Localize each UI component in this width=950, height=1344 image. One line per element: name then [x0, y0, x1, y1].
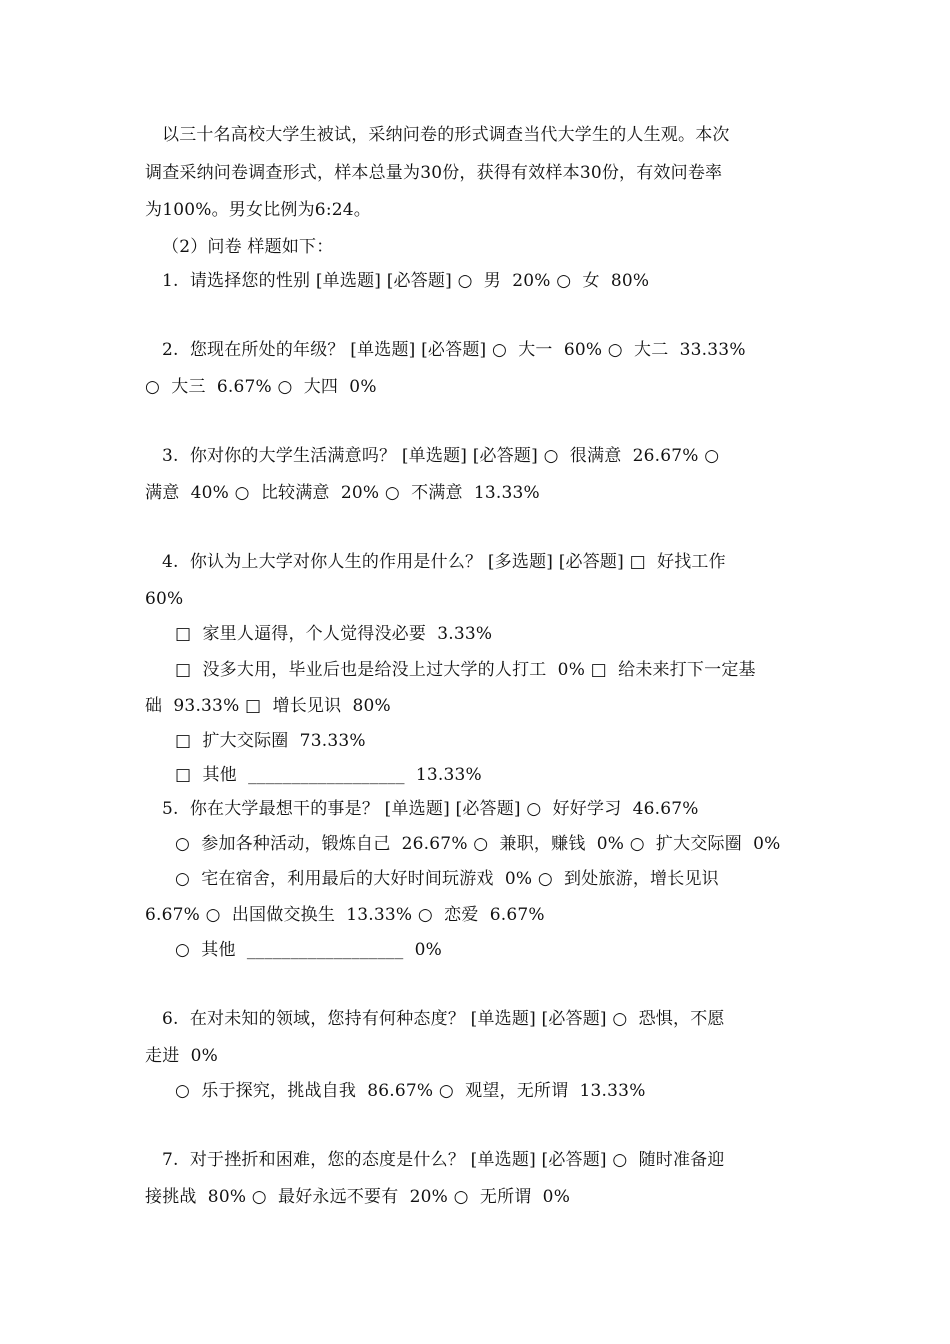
question-5-options-a: ○ 参加各种活动，锻炼自己 26.67% ○ 兼职，赚钱 0% ○ 扩大交际圈 0% — [175, 834, 781, 854]
question-4-option-foundation: 础 93.33% □ 增长见识 80% — [145, 696, 391, 716]
question-1: 1. 请选择您的性别 [单选题] [必答题] ○ 男 20% ○ 女 80% — [162, 271, 650, 291]
question-5: 5. 你在大学最想干的事是？ [单选题] [必答题] ○ 好好学习 46.67% — [162, 799, 699, 819]
intro-line-2: 调查采纳问卷调查形式，样本总量为30份，获得有效样本30份，有效问卷率 — [145, 163, 723, 183]
section-heading: （2）问卷 样题如下： — [162, 237, 334, 257]
question-4-option-family: □ 家里人逼得，个人觉得没必要 3.33% — [175, 624, 493, 644]
question-6: 6. 在对未知的领域，您持有何种态度？ [单选题] [必答题] ○ 恐惧，不愿 — [162, 1009, 725, 1029]
question-7-cont: 接挑战 80% ○ 最好永远不要有 20% ○ 无所谓 0% — [145, 1187, 571, 1207]
question-2: 2. 您现在所处的年级？ [单选题] [必答题] ○ 大一 60% ○ 大二 33.33% — [162, 340, 746, 360]
question-5-options-b: ○ 宅在宿舍，利用最后的大好时间玩游戏 0% ○ 到处旅游，增长见识 — [175, 869, 719, 889]
question-3-cont: 满意 40% ○ 比较满意 20% ○ 不满意 13.33% — [145, 483, 540, 503]
question-4-option-other: □ 其他 __________________ 13.33% — [175, 765, 482, 785]
question-3: 3. 你对你的大学生活满意吗？ [单选题] [必答题] ○ 很满意 26.67% ○ — [162, 446, 720, 466]
question-6-cont: 走进 0% — [145, 1046, 218, 1066]
question-4: 4. 你认为上大学对你人生的作用是什么？ [多选题] [必答题] □ 好找工作 — [162, 552, 726, 572]
question-6-options: ○ 乐于探究，挑战自我 86.67% ○ 观望，无所谓 13.33% — [175, 1081, 646, 1101]
question-5-option-other: ○ 其他 __________________ 0% — [175, 940, 443, 960]
question-2-cont: ○ 大三 6.67% ○ 大四 0% — [145, 377, 377, 397]
question-4-cont: 60% — [145, 589, 184, 609]
question-4-option-useless: □ 没多大用，毕业后也是给没上过大学的人打工 0% □ 给未来打下一定基 — [175, 660, 756, 680]
intro-line-1: 以三十名高校大学生被试，采纳问卷的形式调查当代大学生的人生观。本次 — [162, 125, 730, 145]
question-7: 7. 对于挫折和困难，您的态度是什么？ [单选题] [必答题] ○ 随时准备迎 — [162, 1150, 725, 1170]
intro-line-3: 为100%。男女比例为6:24。 — [145, 200, 371, 220]
question-5-options-c: 6.67% ○ 出国做交换生 13.33% ○ 恋爱 6.67% — [145, 905, 545, 925]
question-4-option-social: □ 扩大交际圈 73.33% — [175, 731, 366, 751]
